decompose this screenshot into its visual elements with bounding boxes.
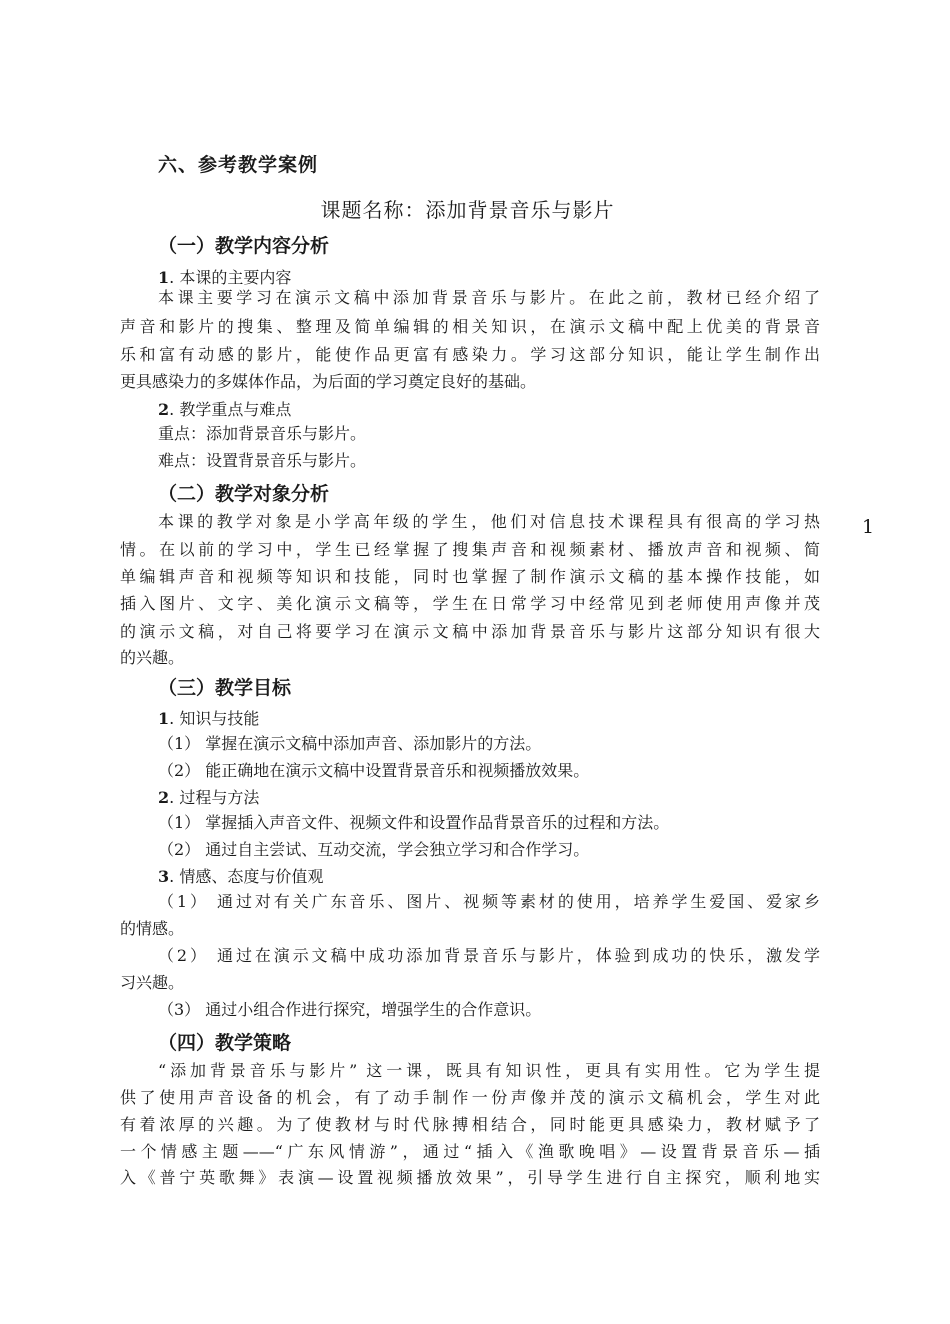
list-item: （2） 通过在演示文稿中成功添加背景音乐与影片，体验到成功的快乐，激发学 [158, 946, 820, 965]
paragraph-line: 本课的教学对象是小学高年级的学生，他们对信息技术课程具有很高的学习热 [158, 512, 820, 531]
list-item-continuation: 的情感。 [120, 919, 185, 938]
section-heading: 六、参考教学案例 [158, 154, 319, 176]
part3-sub2 [158, 785, 259, 808]
part3-sub3 [158, 864, 323, 887]
part3-sub3-label: . 情感、态度与价值观 [169, 867, 324, 886]
difficulty-line: 难点：设置背景音乐与影片。 [158, 451, 367, 470]
part3-heading: （三）教学目标 [158, 677, 292, 699]
part1-sub2 [158, 397, 291, 420]
part3-sub2-label: . 过程与方法 [169, 788, 260, 807]
paragraph-line: 的演示文稿，对自己将要学习在演示文稿中添加背景音乐与影片这部分知识有很大 [120, 622, 820, 641]
part3-sub1 [158, 706, 259, 729]
paragraph-line: 供了使用声音设备的机会，有了动手制作一份声像并茂的演示文稿机会，学生对此 [120, 1088, 820, 1107]
paragraph-line: 插入图片、文字、美化演示文稿等，学生在日常学习中经常见到老师使用声像并茂 [120, 594, 820, 613]
part1-sub2-label: . 教学重点与难点 [169, 400, 292, 419]
paragraph-line: 本课主要学习在演示文稿中添加背景音乐与影片。在此之前，教材已经介绍了 [158, 288, 820, 307]
paragraph-line: 入《普宁英歌舞》表演—设置视频播放效果”，引导学生进行自主探究，顺利地实 [120, 1168, 820, 1187]
part1-sub1-label: . 本课的主要内容 [169, 268, 292, 287]
paragraph-line: 单编辑声音和视频等知识和技能，同时也掌握了制作演示文稿的基本操作技能，如 [120, 567, 820, 586]
lesson-title: 课题名称：添加背景音乐与影片 [320, 198, 615, 222]
part4-heading: （四）教学策略 [158, 1032, 292, 1054]
part3-sub2-number: 2 [158, 788, 170, 807]
paragraph-line: 情。在以前的学习中，学生已经掌握了搜集声音和视频素材、播放声音和视频、简 [120, 540, 820, 559]
list-item: （1） 通过对有关广东音乐、图片、视频等素材的使用，培养学生爱国、爱家乡 [158, 892, 820, 911]
part1-sub2-number: 2 [158, 400, 170, 419]
list-item-continuation: 习兴趣。 [120, 973, 185, 992]
paragraph-line: “添加背景音乐与影片” 这一课，既具有知识性，更具有实用性。它为学生提 [158, 1061, 820, 1080]
part3-sub1-label: . 知识与技能 [169, 709, 260, 728]
list-item: （2） 通过自主尝试、互动交流，学会独立学习和合作学习。 [158, 840, 590, 859]
page-number: 1 [862, 516, 875, 538]
part1-heading: （一）教学内容分析 [158, 235, 330, 257]
list-item: （1） 掌握在演示文稿中添加声音、添加影片的方法。 [158, 734, 542, 753]
paragraph-line: 乐和富有动感的影片，能使作品更富有感染力。学习这部分知识，能让学生制作出 [120, 345, 820, 364]
part3-sub1-number: 1 [158, 709, 170, 728]
part3-sub3-number: 3 [158, 867, 170, 886]
paragraph-line: 的兴趣。 [120, 648, 185, 667]
paragraph-line: 一个情感主题——“广东风情游”，通过“插入《渔歌晚唱》—设置背景音乐—插 [120, 1142, 820, 1161]
key-point-line: 重点：添加背景音乐与影片。 [158, 424, 367, 443]
part1-sub1-number: 1 [158, 268, 170, 287]
list-item: （3） 通过小组合作进行探究，增强学生的合作意识。 [158, 1000, 542, 1019]
paragraph-line: 有着浓厚的兴趣。为了使教材与时代脉搏相结合，同时能更具感染力，教材赋予了 [120, 1115, 820, 1134]
paragraph-line: 更具感染力的多媒体作品，为后面的学习奠定良好的基础。 [120, 372, 537, 391]
paragraph-line: 声音和影片的搜集、整理及简单编辑的相关知识，在演示文稿中配上优美的背景音 [120, 317, 820, 336]
list-item: （1） 掌握插入声音文件、视频文件和设置作品背景音乐的过程和方法。 [158, 813, 670, 832]
list-item: （2） 能正确地在演示文稿中设置背景音乐和视频播放效果。 [158, 761, 590, 780]
part2-heading: （二）教学对象分析 [158, 483, 330, 505]
